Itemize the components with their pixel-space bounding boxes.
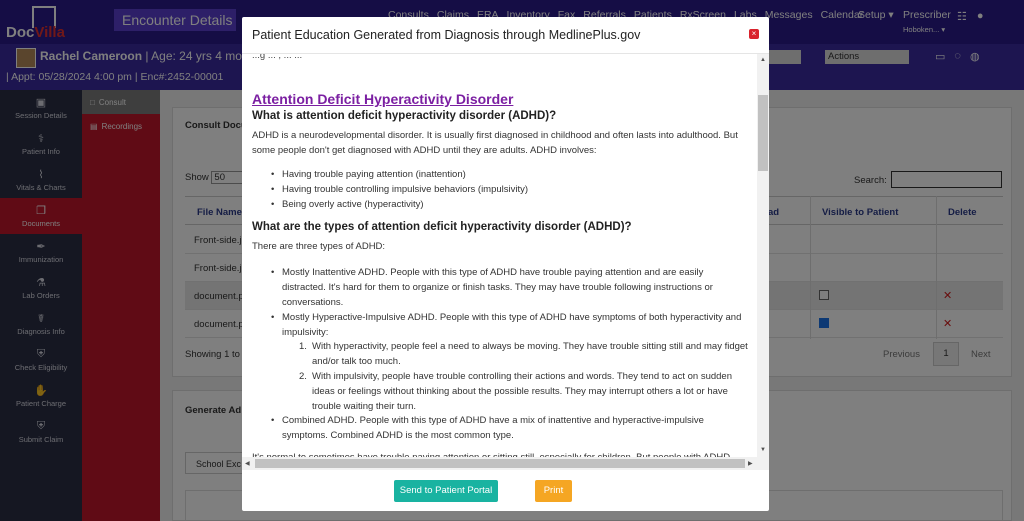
list-item: • Mostly Inattentive ADHD. People with this type of ADHD have trouble paying attention and are easily distracted. It's hard for them to organize or finish tasks. They may have trouble following instructions or conversations. <box>282 265 747 310</box>
hscroll-thumb[interactable] <box>255 459 745 468</box>
print-button[interactable]: Print <box>535 480 572 502</box>
send-to-portal-button[interactable]: Send to Patient Portal <box>394 480 498 502</box>
scroll-down-icon[interactable]: ▼ <box>760 447 766 453</box>
modal-title: Patient Education Generated from Diagnosis through MedlinePlus.gov <box>252 28 641 42</box>
types-list <box>282 265 747 340</box>
close-icon[interactable]: × <box>749 29 759 39</box>
subtype-text: With hyperactivity, people feel a need to always be moving. They have trouble sitting still and may fidget and/or talk too much. <box>312 341 748 367</box>
list-item: • Combined ADHD. People with this type of ADHD have a mix of inattentive and hyperactive-impulsive symptoms. Combined ADHD is the most common type. <box>282 413 747 443</box>
subtype-text: With impulsivity, people have trouble controlling their actions and words. They tend to act on sudden ideas or feelings without thinking about the possible results. They may interrupt others a lot or have trouble waiting their turn. <box>312 371 732 412</box>
heading-types: What are the types of attention deficit hyperactivity disorder (ADHD)? <box>252 221 632 233</box>
types-list-continued <box>282 413 747 443</box>
cut-off-text: ...g ... , ... ... <box>252 54 303 61</box>
horizontal-scrollbar[interactable] <box>242 457 769 470</box>
subtypes-list <box>299 339 749 414</box>
list-item: • Mostly Hyperactive-Impulsive ADHD. People with this type of ADHD have symptoms of both hyperactivity and impulsivity: <box>282 310 747 340</box>
list-item: • Having trouble controlling impulsive behaviors (impulsivity) <box>282 182 747 197</box>
list-item: 1. With hyperactivity, people feel a need to always be moving. They have trouble sitting still and may fidget and/or talk too much. <box>299 341 748 367</box>
paragraph-types: There are three types of ADHD: <box>252 241 386 252</box>
scroll-thumb[interactable] <box>758 95 768 171</box>
education-title-link[interactable]: Attention Deficit Hyperactivity Disorder <box>252 91 514 107</box>
scroll-left-icon[interactable]: ◀ <box>245 461 250 467</box>
scroll-right-icon[interactable]: ▶ <box>748 461 753 467</box>
list-item: 2. With impulsivity, people have trouble controlling their actions and words. They tend to act on sudden ideas or feelings without thinking about the possible results. They may interrupt others a lot or have trouble waiting their turn. <box>299 371 732 412</box>
vertical-scrollbar[interactable] <box>757 54 769 457</box>
paragraph-what-is-adhd: ADHD is a neurodevelopmental disorder. It is usually first diagnosed in childhood and often lasts into adulthood. But some people don't get diagnosed with ADHD until they are adults. ADHD involves: <box>252 130 738 156</box>
scroll-up-icon[interactable]: ▲ <box>760 57 766 63</box>
list-item: • Having trouble paying attention (inattention) <box>282 167 747 182</box>
heading-what-is-adhd: What is attention deficit hyperactivity disorder (ADHD)? <box>252 110 557 122</box>
list-item: • Being overly active (hyperactivity) <box>282 197 747 212</box>
education-content[interactable] <box>242 54 769 470</box>
patient-education-modal <box>242 17 769 511</box>
involves-list <box>282 167 747 212</box>
modal-header <box>242 17 769 54</box>
